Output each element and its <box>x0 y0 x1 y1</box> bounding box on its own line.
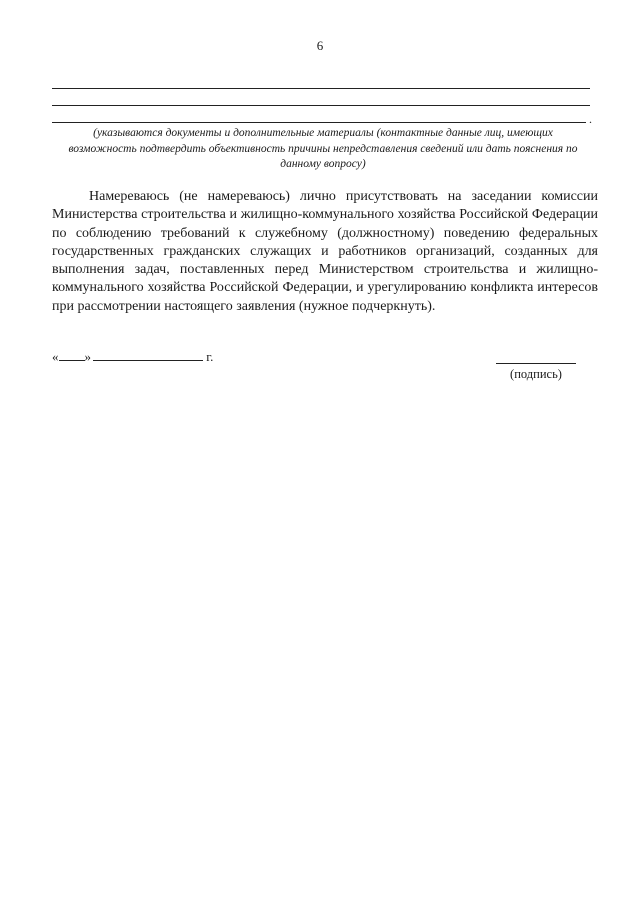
date-field <box>52 349 213 365</box>
attendance-statement-paragraph: Намереваюсь (не намереваюсь) лично присутствовать на заседании комиссии Министерства строительства и жилищно-коммунального хозяйства Российской Федерации по соблюдению требований к служебному (должностному) поведению федеральных государственных гражданских служащих и работников организаций, созданных для выполнения задач, поставленных перед Министерством строительства и жилищно-коммунального хозяйства Российской Федерации, и урегулированию конфликта интересов при рассмотрении настоящего заявления (нужное подчеркнуть). <box>52 189 598 314</box>
blank-line-2 <box>52 105 590 106</box>
date-year-suffix: г. <box>206 349 214 364</box>
blank-line-1 <box>52 88 590 89</box>
page-number: 6 <box>316 38 324 53</box>
date-day-blank <box>59 349 85 361</box>
blank-lines-instruction-note: (указываются документы и дополнительные материалы (контактные данные лиц, имеющих возможность подтвердить объективность причины непредставления сведений или дать пояснения по данному вопросу) <box>68 127 578 170</box>
date-month-blank <box>93 349 203 361</box>
date-open-quote: « <box>52 349 59 364</box>
blank-line-3 <box>52 122 586 123</box>
signature-line <box>496 363 576 364</box>
blank-line-end-mark: . <box>589 112 592 126</box>
date-close-quote: » <box>84 349 91 364</box>
signature-caption: (подпись) <box>510 367 562 381</box>
